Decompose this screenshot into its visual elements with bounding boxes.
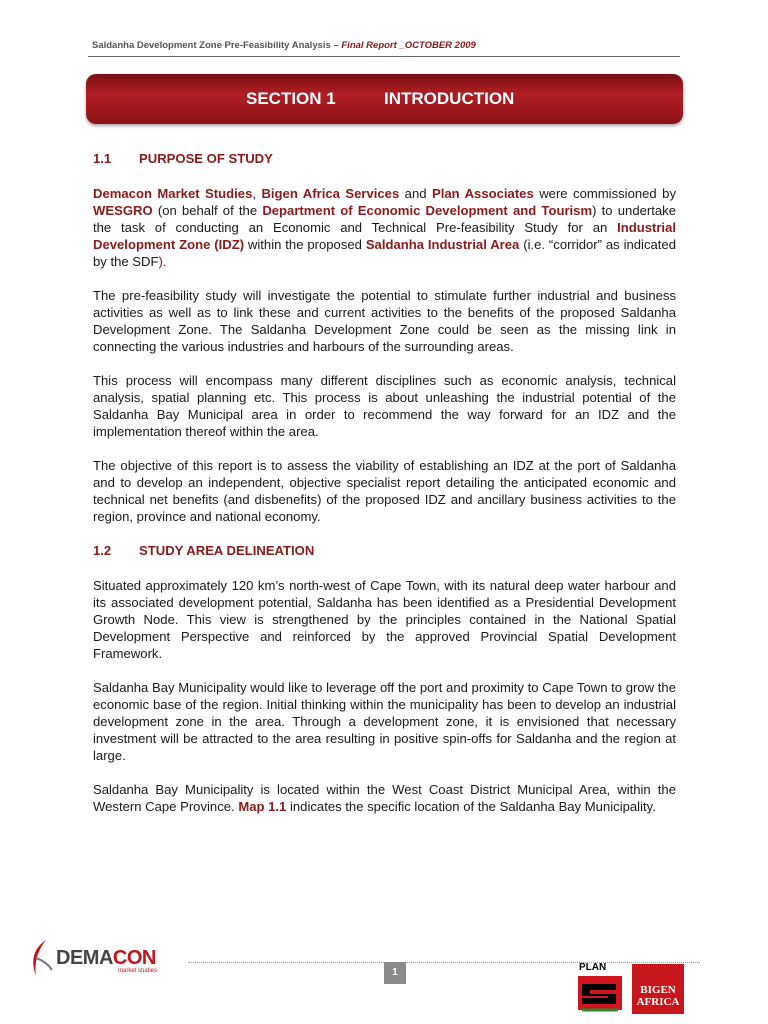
paragraph-4: The objective of this report is to assess the viability of establishing an IDZ at the port of Saldanha and to develop an independent, objective specialist report detailing the anticipated economic and technical net benefits (and disbenefits) of the proposed IDZ and ancillary business activities to the region, province and national economy. [93,458,676,524]
org-department: Department of Economic Development and Tourism [262,203,593,218]
heading-number: 1.1 [93,151,112,166]
org-bigen: Bigen Africa Services [261,186,400,201]
heading-1-1 [93,150,676,167]
section-banner [86,74,683,124]
term-saldanha-area: Saldanha Industrial Area [365,237,520,252]
org-plan: Plan Associates [431,186,534,201]
bigen-africa-logo [632,964,684,1014]
header-divider [88,56,680,57]
org-demacon: Demacon Market Studies [93,186,253,201]
heading-text: PURPOSE OF STUDY [139,151,273,166]
bigen-wordmark-line: AFRICA [636,996,680,1008]
page-body [93,150,676,832]
paragraph-2: The pre-feasibility study will investigate the potential to stimulate further industrial and business activities as well as to link these and current activities to the benefits of the proposed Saldanha Development Zone. The Saldanha Development Zone could be seen as the missing link in connecting the various industries and harbours of the surrounding areas. [93,288,676,354]
heading-1-2 [93,542,676,559]
text-run: (on behalf of the [152,203,263,218]
text-run: Saldanha Bay Municipality is located within the West Coast District Municipal Area, within the Western Cape Province. [93,782,676,814]
page-number: 1 [384,962,406,984]
demacon-logo [28,938,188,978]
org-wesgro: WESGRO [93,203,153,218]
text-run: (i.e. “corridor” as indicated by the SDF [93,237,676,269]
map-reference-link[interactable]: Map 1.1 [238,799,287,814]
text-run: were commissioned by [533,186,676,201]
demacon-wordmark-part: CON [112,947,156,969]
plan-logo [576,962,624,1014]
text-run: within the proposed [244,237,366,252]
paragraph-1 [93,185,676,270]
bigen-wordmark-line: BIGEN [640,984,676,996]
paragraph-5: Situated approximately 120 km’s north-west of Cape Town, with its natural deep water harbour and its associated development potential, Saldanha has been identified as a Presidential Development Growth Node. This view is strengthened by the principles contained in the National Spatial Development Perspective and reinforced by the approved Provincial Spatial Development Framework. [93,578,676,661]
paragraph-7 [93,781,676,815]
heading-text: STUDY AREA DELINEATION [139,543,315,558]
paragraph-3: This process will encompass many different disciplines such as economic analysis, technical analysis, spatial planning etc. This process is about unleashing the industrial potential of the Saldanha Bay Municipal area in order to recommend the way forward for an IDZ and the implementation thereof within the area. [93,373,676,439]
section-title: INTRODUCTION [384,89,515,108]
term-idz: Industrial Development Zone (IDZ) [93,220,676,252]
text-run: indicates the specific location of the Saldanha Bay Municipality. [286,799,656,814]
section-number: SECTION 1 [246,89,336,108]
plan-emblem-icon [576,974,624,1014]
text-run: , [252,186,262,201]
plan-wordmark: PLAN [579,962,607,973]
paragraph-6: Saldanha Bay Municipality would like to leverage off the port and proximity to Cape Town to grow the economic base of the region. Initial thinking within the municipality has been to develop an industrial development zone in the area. Through a development zone, it is envisioned that necessary investment will be attracted to the area resulting in positive spin-offs for Saldanha and the region at large. [93,680,676,763]
heading-number: 1.2 [93,543,112,558]
demacon-wordmark [56,947,156,970]
text-run: ). [158,254,167,269]
demacon-swoosh-icon [28,938,54,978]
demacon-tagline: market studies [118,968,158,974]
header-title: Saldanha Development Zone Pre-Feasibility Analysis – [92,40,342,51]
running-header [92,40,476,51]
text-run: ) to undertake the task of conducting an Economic and Technical Pre-feasibility Study for an [93,203,676,235]
demacon-wordmark-part: DEMA [56,947,113,969]
bigen-wordmark [632,984,684,1008]
text-run: and [399,186,432,201]
header-report-date: Final Report _OCTOBER 2009 [341,40,476,51]
